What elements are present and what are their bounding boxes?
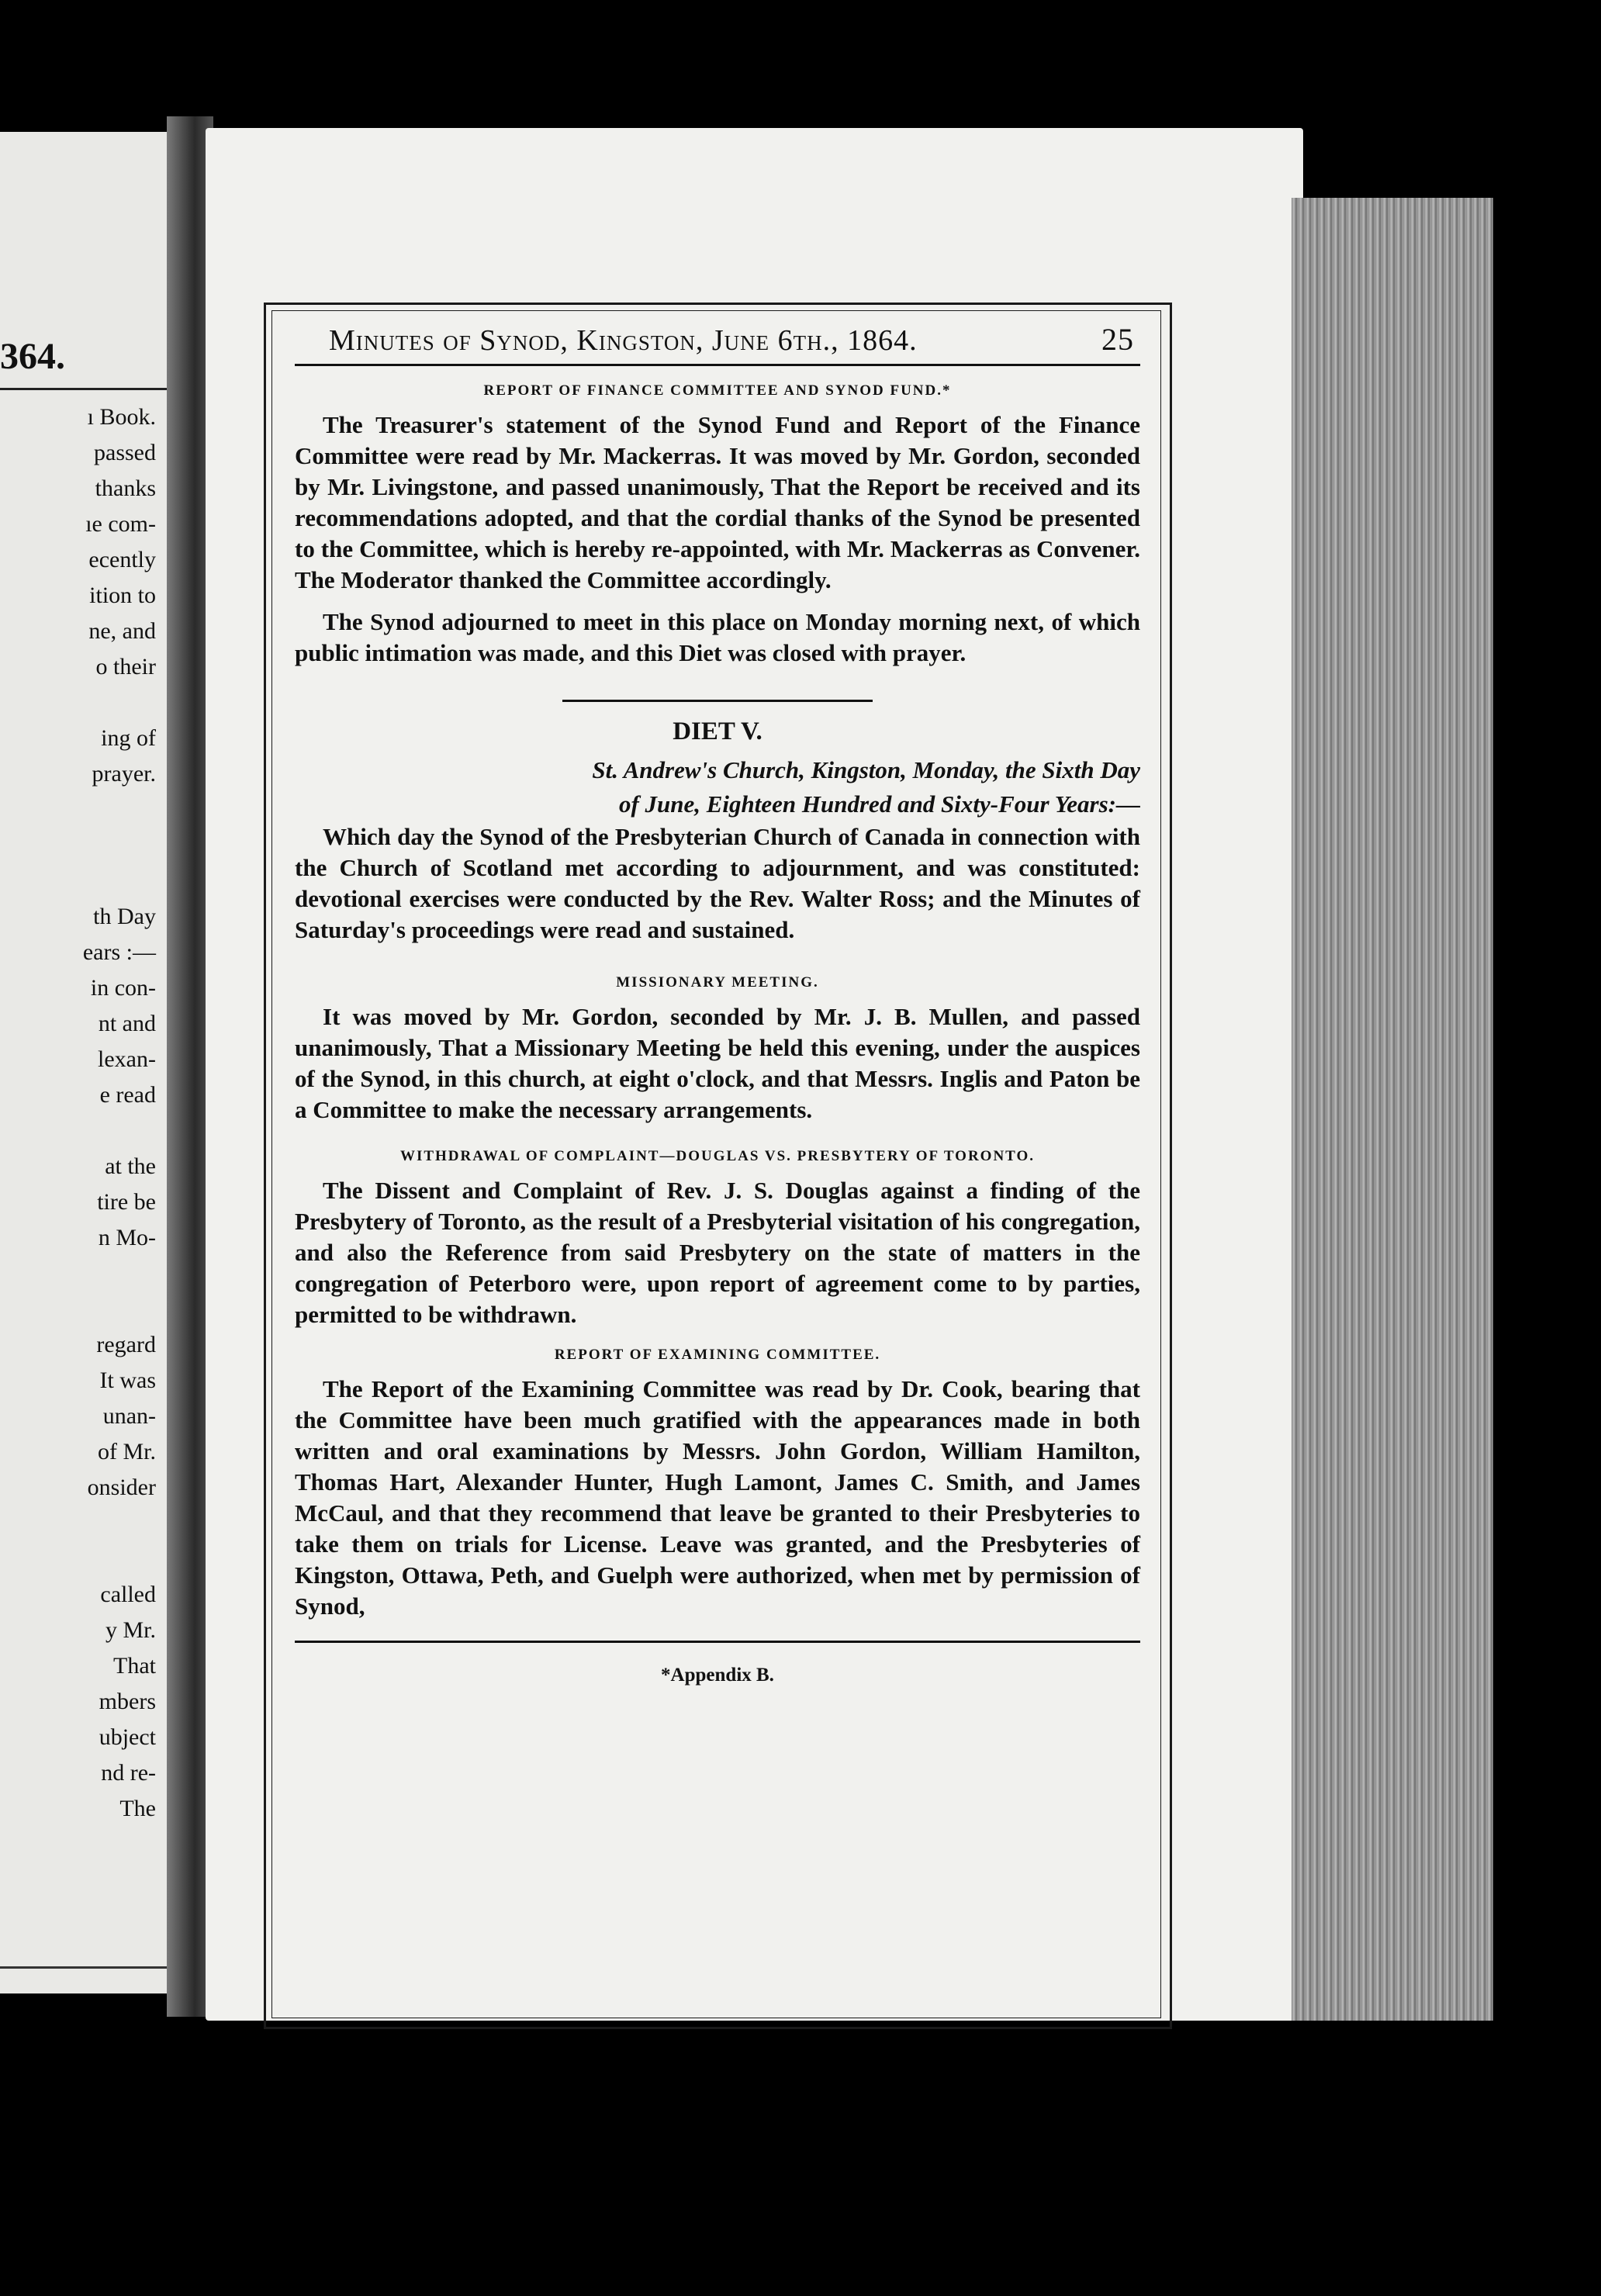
previous-page-line <box>83 1113 156 1149</box>
previous-page-line <box>83 1506 156 1541</box>
previous-page-line <box>83 685 156 721</box>
previous-page-line: y Mr. <box>105 1617 156 1643</box>
previous-page-line: called <box>100 1582 156 1607</box>
previous-page-line: thanks <box>95 475 156 501</box>
previous-page-line: onsider <box>87 1475 156 1500</box>
footnote: *Appendix B. <box>661 1665 774 1686</box>
previous-page-bottom-rule <box>0 1966 167 1969</box>
previous-page-line: ne, and <box>88 618 156 644</box>
previous-page-line: ı Book. <box>87 404 156 430</box>
previous-page-line: ecently <box>88 547 156 572</box>
diet-divider <box>562 700 873 702</box>
previous-page-line: at the <box>105 1153 156 1179</box>
previous-page-line: of Mr. <box>98 1439 156 1464</box>
previous-page-line: ears :— <box>82 939 156 965</box>
previous-page-line: lexan- <box>98 1046 156 1072</box>
page-edges <box>1292 198 1493 2021</box>
previous-page-line: th Day <box>93 904 156 929</box>
diet-subtitle-line-2: of June, Eighteen Hundred and Sixty-Four Years:— <box>618 790 1140 818</box>
previous-page-line: That <box>113 1653 156 1679</box>
previous-page-line: It was <box>99 1368 156 1393</box>
previous-page-text <box>83 399 156 1827</box>
page-content <box>295 324 1140 1691</box>
diet-title: DIET V. <box>673 718 762 745</box>
missionary-meeting-heading: MISSIONARY MEETING. <box>616 974 819 991</box>
previous-page-line <box>83 863 156 899</box>
running-head <box>295 324 1140 356</box>
previous-page-fragment <box>0 132 167 1993</box>
previous-page-line: The <box>119 1796 156 1821</box>
withdrawal-heading: WITHDRAWAL OF COMPLAINT—DOUGLAS VS. PRESBYTERY OF TORONTO. <box>399 1148 1036 1164</box>
previous-page-line: passed <box>94 440 156 465</box>
adjournment-paragraph: The Synod adjourned to meet in this place on Monday morning next, of which public intimation was made, and this Diet was closed with prayer. <box>295 608 1140 666</box>
diet-subtitle-line-1: St. Andrew's Church, Kingston, Monday, the Sixth Day <box>592 756 1140 783</box>
diet-paragraph: Which day the Synod of the Presbyterian Church of Canada in connection with the Church of Scotland met according to adjournment, and was constituted: devotional exercises were conducted by the Rev. Walter Ross; and the Minutes of Saturday's proceedings were read and sustained. <box>295 823 1140 943</box>
finance-report-heading: REPORT OF FINANCE COMMITTEE AND SYNOD FUND.* <box>483 382 952 399</box>
previous-page-line <box>83 1256 156 1292</box>
previous-page-line: mbers <box>99 1689 156 1714</box>
previous-page-line: ıe com- <box>85 511 156 537</box>
previous-page-line <box>83 828 156 863</box>
previous-page-line: e read <box>99 1082 156 1108</box>
finance-paragraph: The Treasurer's statement of the Synod Fund and Report of the Finance Committee were read by Mr. Mackerras. It was moved by Mr. Gordon, seconded by Mr. Livingstone, and passed unanimously, That the Report be received and its recommendations adopted, and that the cordial thanks of the Synod be presented to the Committee, which is hereby re-appointed, with Mr. Mackerras as Convener. The Moderator thanked the Committee accordingly. <box>295 411 1140 593</box>
missionary-paragraph: It was moved by Mr. Gordon, seconded by Mr. J. B. Mullen, and passed unanimously, That a Missionary Meeting be held this evening, under the auspices of the Synod, in this church, at eight o'clock, and that Messrs. Inglis and Paton be a Committee to make the necessary arrangements. <box>295 1003 1140 1123</box>
previous-page-line: unan- <box>102 1403 156 1429</box>
previous-page-line: n Mo- <box>98 1225 156 1250</box>
previous-page-line: in con- <box>90 975 156 1001</box>
previous-page-rule <box>0 388 167 390</box>
running-head-title: Minutes of Synod, Kingston, June 6th., 1864. <box>329 324 918 357</box>
previous-page-line: ition to <box>89 583 156 608</box>
examining-paragraph: The Report of the Examining Committee was read by Dr. Cook, bearing that the Committee have been much gratified with the appearances made in both written and oral examinations by Messrs. John Gordon, William Hamilton, Thomas Hart, Alexander Hunter, Hugh Lamont, James C. Smith, and James McCaul, and that they recommend that leave be granted to their Presbyteries to take them on trials for License. Leave was granted, and the Presbyteries of Kingston, Ottawa, Peth, and Guelph were authorized, when met by permission of Synod, <box>295 1375 1140 1620</box>
previous-page-line <box>83 1541 156 1577</box>
previous-page-line <box>83 792 156 828</box>
previous-page-line: nd re- <box>101 1760 156 1786</box>
previous-page-line: regard <box>96 1332 156 1357</box>
previous-page-line: ing of <box>101 725 156 751</box>
previous-page-line: ubject <box>99 1724 156 1750</box>
previous-page-line <box>83 1292 156 1327</box>
previous-page-line: prayer. <box>92 761 156 787</box>
header-rule <box>295 364 1140 366</box>
previous-page-line: nt and <box>98 1011 156 1036</box>
previous-page-header: 364. <box>0 336 65 377</box>
footnote-rule <box>295 1641 1140 1643</box>
previous-page-line: o their <box>95 654 156 679</box>
page-number: 25 <box>1101 322 1134 357</box>
previous-page-line: tire be <box>97 1189 156 1215</box>
examining-committee-heading: REPORT OF EXAMINING COMMITTEE. <box>554 1347 881 1363</box>
withdrawal-paragraph: The Dissent and Complaint of Rev. J. S. Douglas against a finding of the Presbytery of Toronto, as the result of a Presbyterial visitation of his congregation, and also the Reference from said Presbytery on the state of matters in the congregation of Peterboro were, upon report of agreement come to by parties, permitted to be withdrawn. <box>295 1177 1140 1328</box>
